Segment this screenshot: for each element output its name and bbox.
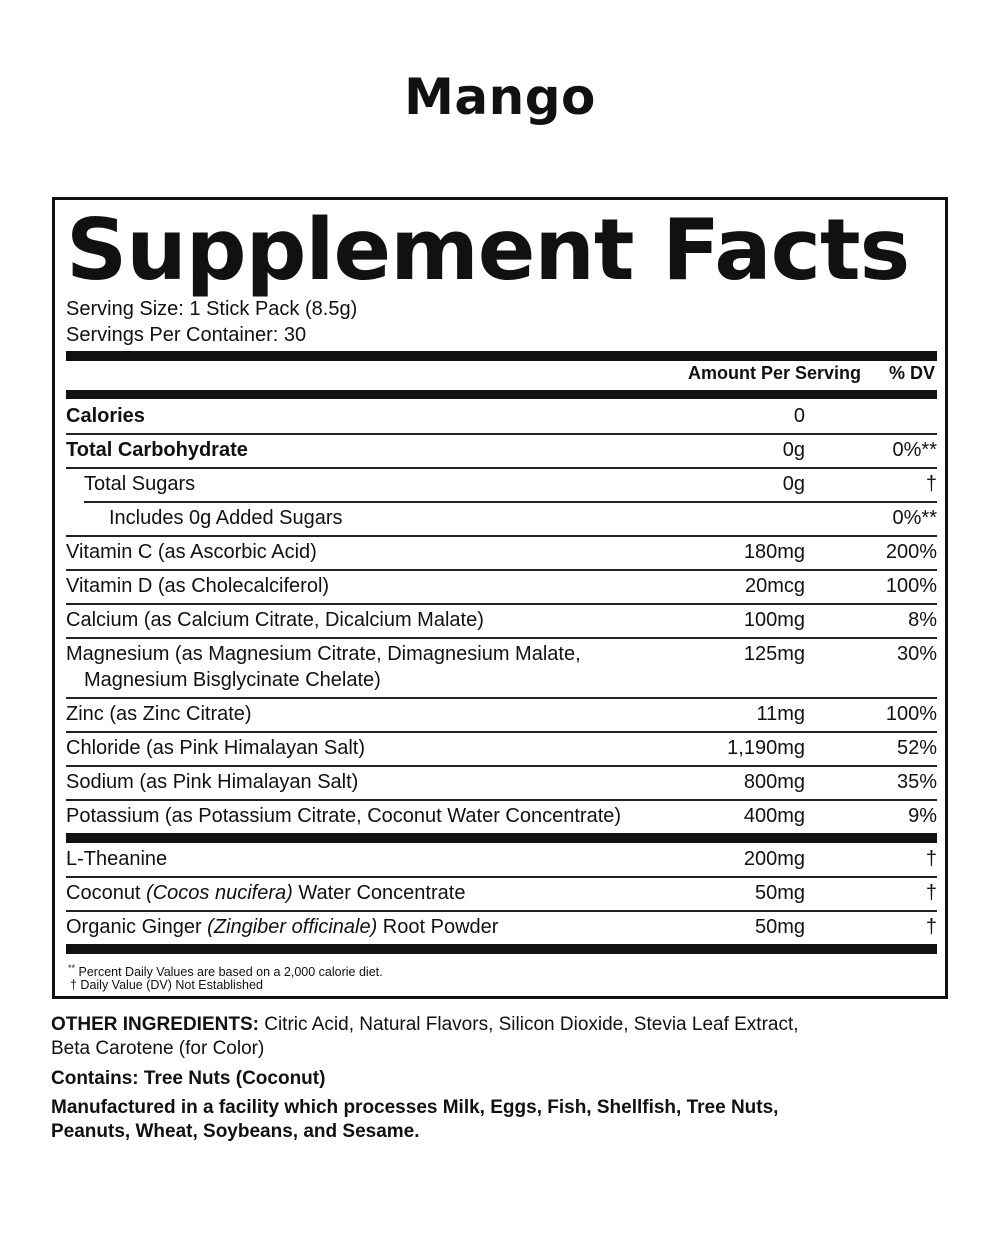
panel-title: Supplement Facts bbox=[66, 201, 910, 300]
ingredient-amount: 200mg bbox=[743, 848, 805, 870]
other-ingredients-label: OTHER INGREDIENTS: bbox=[51, 1014, 259, 1035]
thick-divider bbox=[66, 833, 937, 843]
nutrient-amount: 125mg bbox=[743, 643, 805, 665]
ingredient-dv: † bbox=[925, 848, 937, 870]
servings-per-container: Servings Per Container: 30 bbox=[66, 324, 307, 346]
row-divider bbox=[66, 731, 937, 733]
nutrient-name: Potassium (as Potassium Citrate, Coconut Water Concentrate) bbox=[66, 805, 622, 827]
row-divider bbox=[66, 765, 937, 767]
row-divider bbox=[66, 569, 937, 571]
row-divider bbox=[66, 637, 937, 639]
nutrient-dv: 0%** bbox=[892, 439, 937, 461]
nutrient-dv: 35% bbox=[896, 771, 937, 793]
facility-statement-line-2: Peanuts, Wheat, Soybeans, and Sesame. bbox=[51, 1121, 420, 1142]
nutrient-name: Magnesium (as Magnesium Citrate, Dimagnesium Malate, bbox=[66, 643, 581, 665]
nutrient-dv: 8% bbox=[908, 609, 937, 631]
nutrient-amount: 20mcg bbox=[744, 575, 805, 597]
other-ingredients-continued: Beta Carotene (for Color) bbox=[51, 1038, 265, 1059]
nutrient-amount: 400mg bbox=[743, 805, 805, 827]
row-divider bbox=[66, 876, 937, 878]
ingredient-name-latin: (Cocos nucifera) bbox=[146, 882, 293, 904]
row-divider bbox=[66, 799, 937, 801]
nutrient-name: Total Carbohydrate bbox=[66, 439, 248, 461]
supplement-facts-panel bbox=[52, 197, 948, 999]
flavor-title: Mango bbox=[404, 68, 596, 126]
nutrient-dv: 30% bbox=[896, 643, 937, 665]
nutrient-amount: 180mg bbox=[743, 541, 805, 563]
ingredient-name-latin: (Zingiber officinale) bbox=[207, 916, 378, 938]
ingredient-name-common: Coconut bbox=[66, 882, 147, 904]
thick-divider bbox=[66, 390, 937, 399]
ingredient-name-part: Root Powder bbox=[377, 916, 499, 938]
nutrient-name: Calcium (as Calcium Citrate, Dicalcium Malate) bbox=[66, 609, 484, 631]
nutrient-dv: 100% bbox=[885, 703, 937, 725]
nutrient-name: Chloride (as Pink Himalayan Salt) bbox=[66, 737, 366, 759]
ingredient-name: L-Theanine bbox=[66, 848, 168, 870]
nutrient-dv: 9% bbox=[908, 805, 937, 827]
nutrient-dv: 200% bbox=[885, 541, 937, 563]
nutrient-amount: 0g bbox=[782, 439, 805, 461]
nutrient-name: Total Sugars bbox=[84, 473, 196, 495]
footnote-mark: ** bbox=[68, 963, 76, 973]
nutrient-amount: 0 bbox=[793, 405, 805, 427]
row-divider bbox=[66, 603, 937, 605]
ingredient-dv: † bbox=[925, 916, 937, 938]
other-ingredients-text: Citric Acid, Natural Flavors, Silicon Dioxide, Stevia Leaf Extract, bbox=[258, 1014, 799, 1035]
ingredient-name bbox=[66, 915, 498, 940]
ingredient-name-part: Water Concentrate bbox=[292, 882, 466, 904]
column-header-amount: Amount Per Serving bbox=[687, 363, 861, 383]
nutrient-amount: 100mg bbox=[743, 609, 805, 631]
nutrient-dv: 52% bbox=[896, 737, 937, 759]
row-divider bbox=[66, 433, 937, 435]
nutrient-amount: 800mg bbox=[743, 771, 805, 793]
nutrient-amount: 1,190mg bbox=[727, 737, 805, 759]
row-divider bbox=[66, 910, 937, 912]
footnote-text: Percent Daily Values are based on a 2,000 calorie diet. bbox=[75, 965, 383, 980]
row-divider bbox=[66, 467, 937, 469]
ingredient-dv: † bbox=[925, 882, 937, 904]
nutrient-dv: † bbox=[925, 473, 937, 495]
thick-divider bbox=[66, 351, 937, 361]
ingredient-name-common: Organic Ginger bbox=[66, 916, 208, 938]
row-divider bbox=[84, 501, 937, 503]
allergen-contains: Contains: Tree Nuts (Coconut) bbox=[51, 1068, 326, 1089]
nutrient-name: Vitamin D (as Cholecalciferol) bbox=[66, 575, 330, 597]
nutrient-name: Zinc (as Zinc Citrate) bbox=[66, 703, 252, 725]
nutrient-dv: 100% bbox=[885, 575, 937, 597]
nutrient-name: Vitamin C (as Ascorbic Acid) bbox=[66, 541, 317, 563]
nutrient-amount: 0g bbox=[782, 473, 805, 495]
row-divider bbox=[66, 697, 937, 699]
ingredient-amount: 50mg bbox=[754, 916, 805, 938]
ingredient-amount: 50mg bbox=[754, 882, 805, 904]
footnote-dagger: † Daily Value (DV) Not Established bbox=[70, 978, 263, 992]
nutrient-name: Sodium (as Pink Himalayan Salt) bbox=[66, 771, 359, 793]
other-ingredients bbox=[51, 1013, 951, 1037]
thick-divider bbox=[66, 944, 937, 954]
column-header-dv: % DV bbox=[888, 363, 935, 383]
nutrient-name: Calories bbox=[66, 405, 145, 427]
row-divider bbox=[66, 535, 937, 537]
nutrient-amount: 11mg bbox=[756, 703, 805, 725]
nutrient-name-continued: Magnesium Bisglycinate Chelate) bbox=[84, 669, 381, 691]
serving-size: Serving Size: 1 Stick Pack (8.5g) bbox=[66, 298, 358, 320]
nutrient-name: Includes 0g Added Sugars bbox=[109, 507, 343, 529]
nutrient-dv: 0%** bbox=[892, 507, 937, 529]
facility-statement-line-1: Manufactured in a facility which processes Milk, Eggs, Fish, Shellfish, Tree Nuts, bbox=[51, 1097, 779, 1118]
ingredient-name bbox=[66, 881, 465, 906]
